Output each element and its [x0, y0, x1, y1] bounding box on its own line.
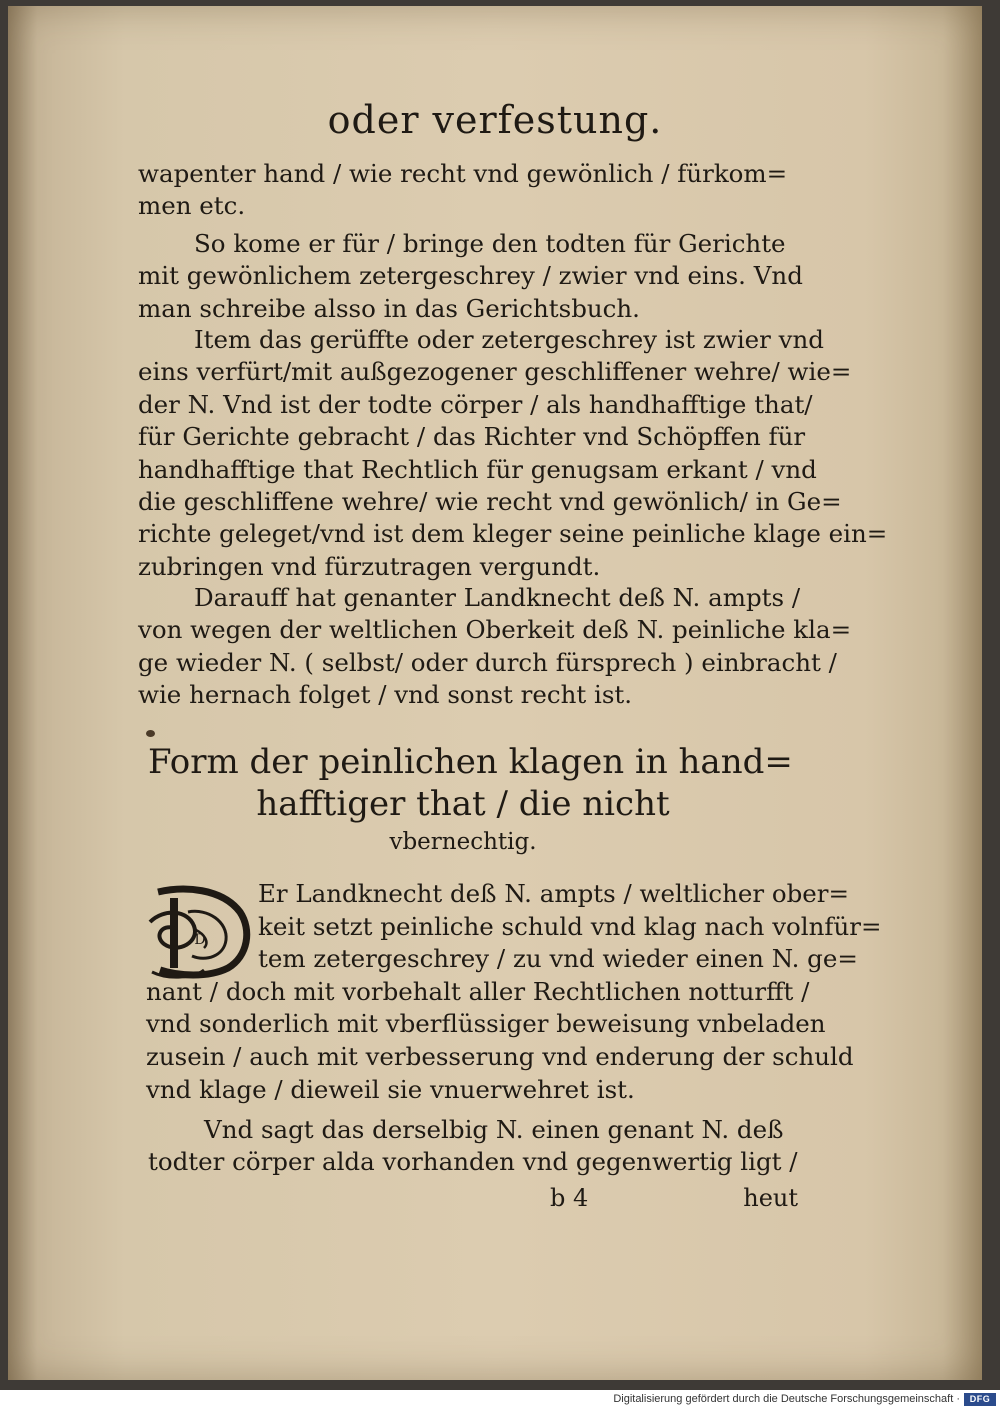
text-line: von wegen der weltlichen Oberkeit deß N. peinliche kla= [138, 615, 852, 645]
digitization-footer [0, 1390, 1000, 1410]
text-line: Darauff hat genanter Landknecht deß N. ampts / [194, 583, 801, 612]
paragraph-4 [138, 582, 852, 712]
dfg-logo-icon: DFG [964, 1393, 996, 1406]
text-line: keit setzt peinliche schuld vnd klag nach volnfür= [258, 911, 882, 941]
paragraph-2 [138, 228, 803, 325]
text-line: zusein / auch mit verbesserung vnd enderung der schuld [146, 1041, 854, 1071]
text-line: man schreibe alsso in das Gerichtsbuch. [138, 293, 640, 323]
text-line: Item das gerüffte oder zetergeschrey ist zwier vnd [194, 325, 824, 354]
paragraph-6 [148, 1114, 808, 1179]
text-line: zubringen vnd fürzutragen vergundt. [138, 551, 601, 581]
text-line: handhafftige that Rechtlich für genugsam erkant / vnd [138, 454, 817, 484]
text-line: wapenter hand / wie recht vnd gewönlich / fürkom= [138, 159, 788, 188]
text-line: todter cörper alda vorhanden vnd gegenwertig ligt / [148, 1147, 798, 1177]
text-line: tem zetergeschrey / zu vnd wieder einen N. ge= [258, 944, 858, 974]
text-line: die geschliffene wehre/ wie recht vnd gewönlich/ in Ge= [138, 487, 842, 517]
text-line: nant / doch mit vorbehalt aller Rechtlichen notturfft / [146, 976, 810, 1006]
signature-mark: b 4 [550, 1184, 589, 1212]
text-line: mit gewönlichem zetergeschrey / zwier vnd eins. Vnd [138, 261, 803, 291]
heading-line-2: hafftiger that / die nicht [256, 784, 670, 824]
text-line: ge wieder N. ( selbst/ oder durch fürsprech ) einbracht / [138, 647, 837, 677]
page-footer-marks [138, 1184, 798, 1218]
dropcap-letter: D [194, 932, 206, 948]
running-head: oder verfestung. [327, 98, 663, 142]
text-line: Vnd sagt das derselbig N. einen genant N. deß [204, 1115, 784, 1144]
dropcap-paragraph [146, 878, 882, 1106]
text-line: vnd sonderlich mit vberflüssiger beweisung vnbeladen [146, 1009, 826, 1039]
text-line: richte geleget/vnd ist dem kleger seine peinliche klage ein= [138, 519, 888, 549]
paragraph-3 [138, 324, 888, 583]
text-line: wie hernach folget / vnd sonst recht ist. [138, 680, 633, 710]
heading-line-1: Form der peinlichen klagen in hand= [148, 742, 793, 782]
footer-credit: Digitalisierung gefördert durch die Deutsche Forschungsgemeinschaft · [613, 1393, 960, 1405]
catchword: heut [743, 1184, 798, 1212]
text-line: eins verfürt/mit außgezogener geschliffener wehre/ wie= [138, 357, 852, 387]
heading-line-3: vbernechtig. [389, 829, 537, 855]
text-line: vnd klage / dieweil sie vnuerwehret ist. [146, 1074, 635, 1104]
text-line: der N. Vnd ist der todte cörper / als handhafftige that/ [138, 389, 813, 419]
text-line: So kome er für / bringe den todten für Gerichte [194, 229, 786, 258]
book-page [8, 6, 982, 1380]
text-line: Er Landknecht deß N. ampts / weltlicher ober= [258, 879, 850, 908]
text-line: men etc. [138, 191, 246, 221]
text-line: für Gerichte gebracht / das Richter vnd Schöpffen für [138, 422, 806, 452]
decorated-initial-d-icon [144, 882, 256, 980]
section-heading [148, 741, 793, 857]
ink-stain [146, 730, 155, 737]
paragraph-1 [138, 158, 798, 223]
